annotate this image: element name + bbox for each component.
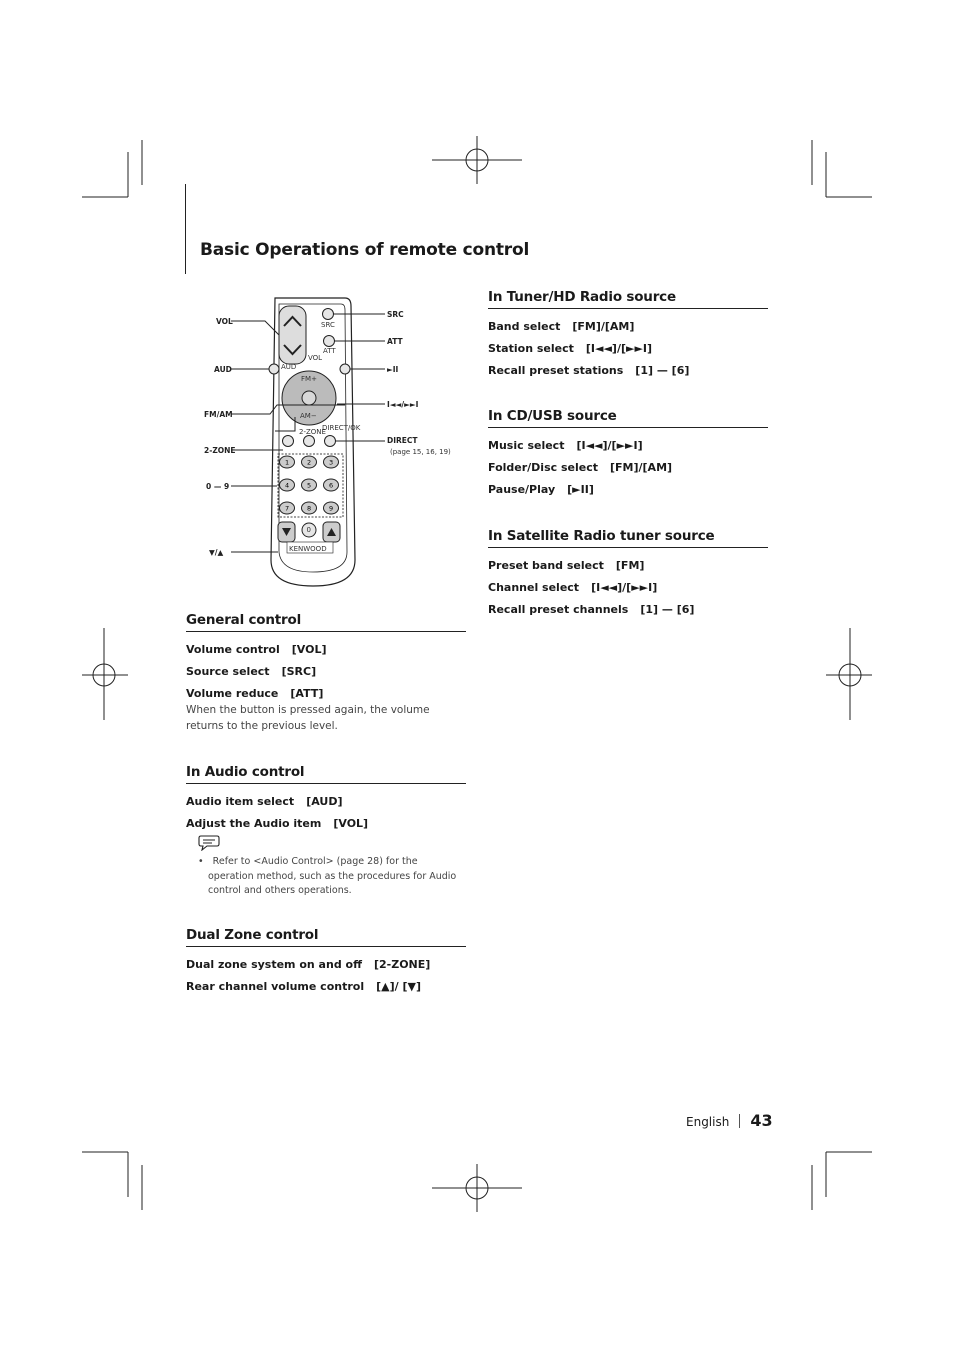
svg-text:VOL: VOL	[216, 317, 233, 326]
row-dual-zone-toggle: Dual zone system on and off [2-ZONE]	[186, 958, 431, 971]
key-label-2: 2	[307, 458, 312, 467]
section-heading: In Audio control	[186, 764, 466, 784]
footer-divider	[739, 1114, 740, 1128]
audio-control-section	[186, 764, 466, 899]
language-label: English	[686, 1115, 730, 1129]
section-heading: Dual Zone control	[186, 927, 466, 947]
satellite-section	[488, 528, 768, 616]
svg-text:DIRECT: DIRECT	[387, 436, 418, 445]
src-button	[323, 309, 334, 320]
key-label-4: 4	[285, 481, 290, 490]
svg-text:DIRECT/OK: DIRECT/OK	[322, 424, 361, 432]
key-label-3: 3	[329, 458, 334, 467]
page-footer	[686, 1111, 773, 1130]
section-heading: In Satellite Radio tuner source	[488, 528, 768, 548]
dual-zone-section	[186, 927, 466, 993]
row-folder-disc-select: Folder/Disc select [FM]/[AM]	[488, 461, 673, 474]
row-rear-volume: Rear channel volume control [▲]/ [▼]	[186, 980, 421, 993]
svg-text:I◄◄/►►I: I◄◄/►►I	[387, 400, 419, 409]
vol-text: VOL	[308, 354, 323, 362]
remote-illustration	[195, 290, 470, 600]
svg-text:2-ZONE: 2-ZONE	[204, 446, 236, 455]
svg-text:ATT: ATT	[323, 347, 336, 355]
svg-text:▼/▲: ▼/▲	[209, 548, 224, 557]
row-preset-band-select: Preset band select [FM]	[488, 559, 645, 572]
title-rule	[185, 184, 186, 274]
section-heading: General control	[186, 612, 466, 632]
svg-text:0 — 9: 0 — 9	[206, 482, 230, 491]
section-heading: In CD/USB source	[488, 408, 768, 428]
section-heading: In Tuner/HD Radio source	[488, 289, 768, 309]
svg-text:ATT: ATT	[387, 337, 403, 346]
row-volume-reduce: Volume reduce [ATT]	[186, 687, 324, 700]
svg-text:SRC: SRC	[321, 321, 335, 329]
att-note: When the button is pressed again, the volume returns to the previous level.	[186, 704, 430, 732]
row-station-select: Station select [I◄◄]/[►►I]	[488, 342, 653, 355]
row-recall-preset-channels: Recall preset channels [1] — [6]	[488, 603, 695, 616]
key-label-8: 8	[307, 504, 312, 513]
aud-button	[269, 364, 279, 374]
att-button	[324, 336, 335, 347]
key-label-1: 1	[285, 458, 290, 467]
row-band-select: Band select [FM]/[AM]	[488, 320, 635, 333]
svg-text:►II: ►II	[387, 365, 399, 374]
direct-button	[325, 436, 336, 447]
zone-button	[283, 436, 294, 447]
svg-text:AUD: AUD	[214, 365, 232, 374]
svg-text:FM+: FM+	[301, 375, 317, 383]
page-number: 43	[750, 1111, 773, 1130]
svg-text:SRC: SRC	[387, 310, 404, 319]
key-label-7: 7	[285, 504, 290, 513]
tuner-section	[488, 289, 768, 377]
brand-logo: KENWOOD	[289, 545, 327, 553]
row-audio-item-select: Audio item select [AUD]	[186, 795, 343, 808]
svg-text:AM−: AM−	[300, 412, 317, 420]
svg-text:AUD: AUD	[281, 363, 297, 371]
row-recall-preset-stations: Recall preset stations [1] — [6]	[488, 364, 690, 377]
page-title: Basic Operations of remote control	[200, 240, 530, 260]
svg-text:(page 15, 16, 19): (page 15, 16, 19)	[390, 448, 451, 456]
svg-text:2-ZONE: 2-ZONE	[299, 428, 326, 436]
row-source-select: Source select [SRC]	[186, 665, 317, 678]
general-control-section	[186, 612, 466, 734]
row-channel-select: Channel select [I◄◄]/[►►I]	[488, 581, 658, 594]
key-label-9: 9	[329, 504, 334, 513]
audio-bullet-note: • Refer to <Audio Control> (page 28) for the operation method, such as the procedures for Audio control and others operations.	[198, 856, 457, 896]
key-label-5: 5	[307, 481, 312, 490]
cd-usb-section	[488, 408, 768, 496]
row-adjust-audio-item: Adjust the Audio item [VOL]	[186, 817, 369, 830]
svg-text:FM/AM: FM/AM	[204, 410, 233, 419]
row-volume-control: Volume control [VOL]	[186, 643, 327, 656]
key-label-6: 6	[329, 481, 334, 490]
row-music-select: Music select [I◄◄]/[►►I]	[488, 439, 643, 452]
row-pause-play: Pause/Play [►II]	[488, 483, 594, 496]
note-icon	[198, 833, 220, 851]
svg-text:0: 0	[306, 526, 311, 534]
play-pause-button	[340, 364, 350, 374]
number-keypad	[280, 456, 339, 514]
